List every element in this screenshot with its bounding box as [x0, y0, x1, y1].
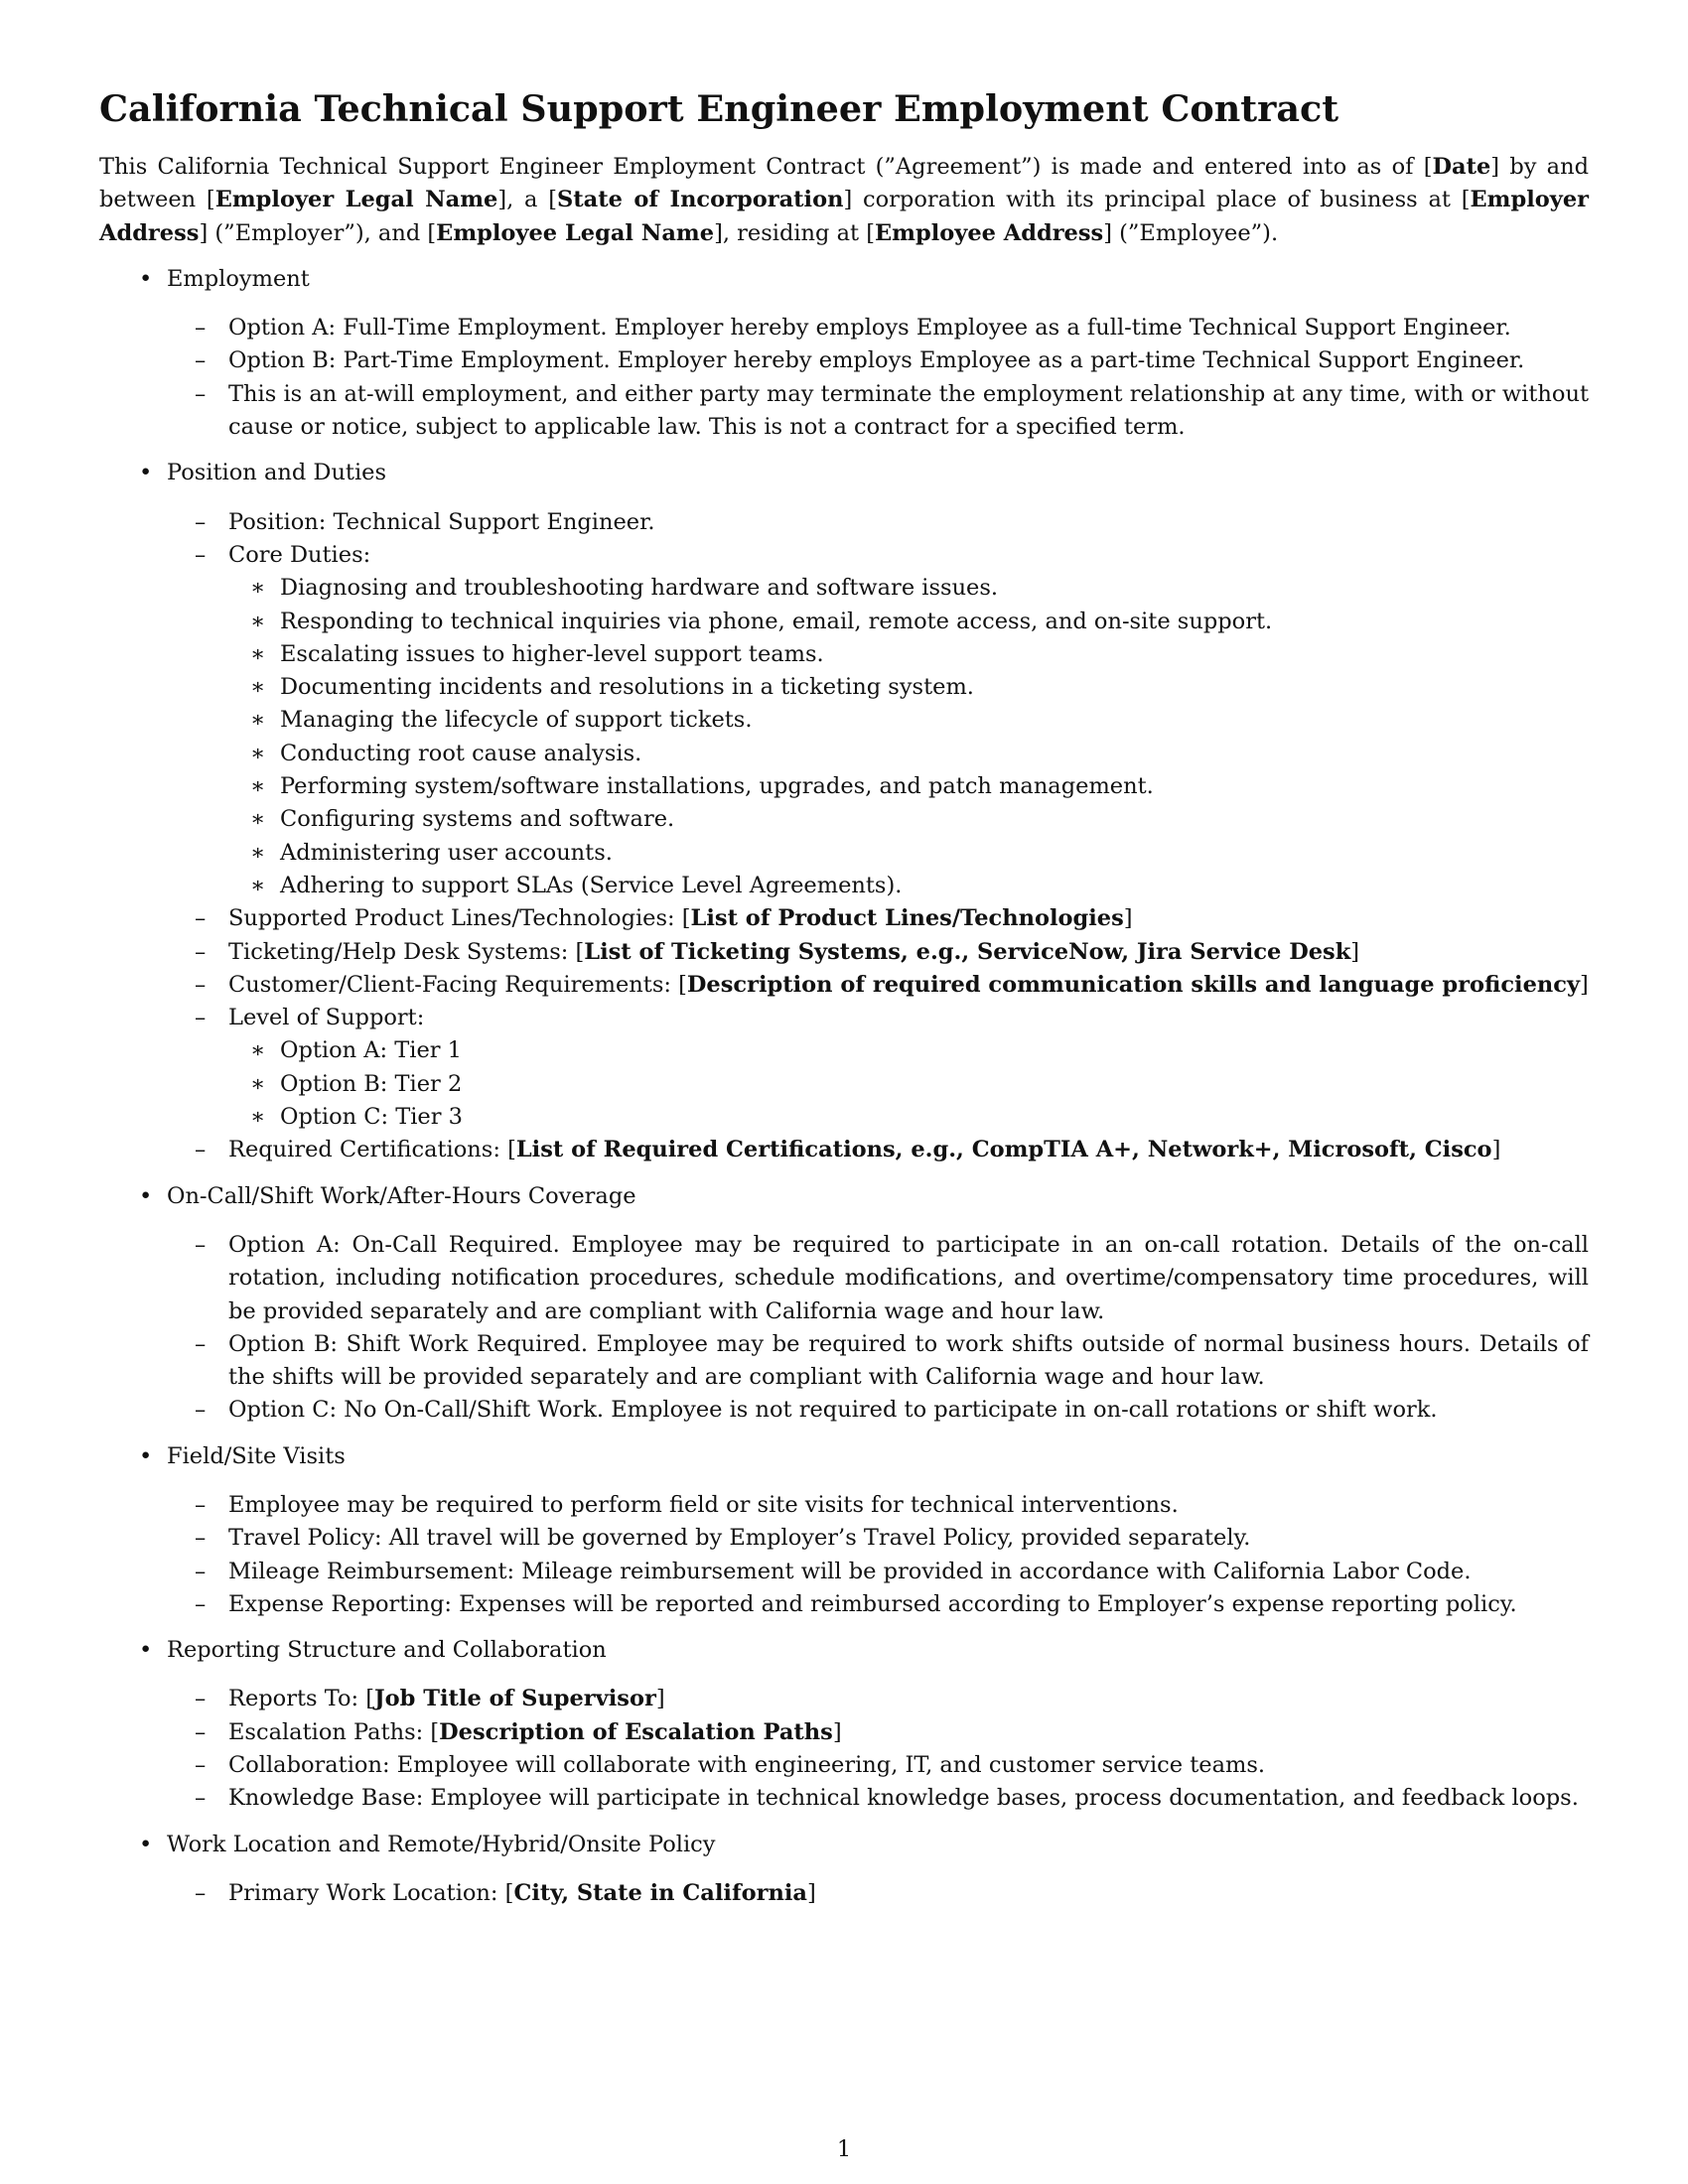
list-item: [99, 506, 1589, 539]
asterisk-icon: ∗: [250, 740, 266, 766]
list-item: [99, 1002, 1589, 1034]
bullet-icon: •: [139, 1637, 153, 1664]
dash-icon: –: [195, 905, 207, 932]
placeholder-field: List of Ticketing Systems, e.g., ServiceNow, Jira Service Desk: [584, 938, 1351, 965]
nested-list-item: [99, 671, 1589, 704]
list-item: [99, 1229, 1589, 1328]
dash-icon: –: [195, 1330, 207, 1357]
text-run: Travel Policy: All travel will be governed by Employer’s Travel Policy, provided separately.: [228, 1525, 1251, 1552]
section-2: [99, 457, 1589, 1166]
text-run: ] by and between [: [99, 154, 1589, 213]
text-run: Escalation Paths: [: [228, 1718, 440, 1745]
nested-item-text: Diagnosing and troubleshooting hardware and software issues.: [280, 575, 999, 602]
placeholder-field: Job Title of Supervisor: [374, 1686, 656, 1712]
placeholder-field: List of Product Lines/Technologies: [690, 905, 1124, 932]
nested-list-item: [99, 770, 1589, 803]
nested-item-text: Option C: Tier 3: [280, 1104, 463, 1131]
nested-item-text: Option B: Tier 2: [280, 1070, 463, 1097]
text-run: ] (”Employee”).: [1103, 219, 1279, 246]
asterisk-icon: ∗: [250, 773, 266, 800]
text-run: Customer/Client-Facing Requirements: [: [228, 971, 687, 998]
text-run: ]: [1123, 905, 1133, 932]
nested-list-item: [99, 803, 1589, 836]
placeholder-field: Date: [1432, 154, 1491, 180]
page-number: 1: [836, 2136, 852, 2162]
list-item: [99, 1134, 1589, 1166]
dash-icon: –: [195, 1686, 207, 1712]
dash-icon: –: [195, 1005, 207, 1031]
dash-icon: –: [195, 1752, 207, 1779]
nested-item-text: Adhering to support SLAs (Service Level Agreements).: [280, 872, 903, 898]
list-item: [99, 1683, 1589, 1715]
bullet-icon: •: [139, 1831, 153, 1857]
asterisk-icon: ∗: [250, 839, 266, 866]
list-item: [99, 936, 1589, 969]
nested-list-item: [99, 638, 1589, 671]
placeholder-field: State of Incorporation: [557, 187, 844, 213]
list-item: [99, 1489, 1589, 1522]
text-run: Option A: Full-Time Employment. Employer hereby employs Employee as a full-time Technical Support Engineer.: [228, 315, 1511, 341]
nested-list-item: [99, 704, 1589, 737]
placeholder-field: Description of Escalation Paths: [439, 1718, 833, 1745]
nested-list-item: [99, 870, 1589, 902]
text-run: Collaboration: Employee will collaborate with engineering, IT, and customer service teams.: [228, 1752, 1266, 1779]
section-title: On-Call/Shift Work/After-Hours Coverage: [167, 1182, 636, 1209]
asterisk-icon: ∗: [250, 674, 266, 701]
dash-icon: –: [195, 347, 207, 374]
subitem-list: [99, 1877, 1589, 1910]
text-run: ] corporation with its principal place of business at [: [843, 187, 1471, 213]
section-3: [99, 1180, 1589, 1428]
subitem-list: [99, 506, 1589, 1167]
nested-item-text: Configuring systems and software.: [280, 806, 675, 833]
list-item: [99, 344, 1589, 377]
list-item: [99, 1877, 1589, 1910]
nested-item-text: Escalating issues to higher-level support teams.: [280, 640, 824, 667]
placeholder-field: Employee Legal Name: [436, 219, 715, 246]
list-item: [99, 969, 1589, 1002]
placeholder-field: Employer Legal Name: [214, 187, 498, 213]
document-title: California Technical Support Engineer Employment Contract: [99, 87, 1339, 130]
asterisk-icon: ∗: [250, 608, 266, 634]
list-item: [99, 1328, 1589, 1395]
dash-icon: –: [195, 1590, 207, 1617]
text-run: Reports To: [: [228, 1686, 375, 1712]
placeholder-field: List of Required Certifications, e.g., CompTIA A+, Network+, Microsoft, Cisco: [515, 1137, 1492, 1163]
placeholder-field: Employee Address: [875, 219, 1104, 246]
placeholder-field: City, State in California: [513, 1879, 807, 1906]
subitem-list: [99, 1683, 1589, 1815]
section-5: [99, 1634, 1589, 1815]
section-heading: [99, 263, 1589, 296]
dash-icon: –: [195, 1718, 207, 1745]
nested-list-item: [99, 837, 1589, 870]
text-run: Expense Reporting: Expenses will be reported and reimbursed according to Employer’s expense reporting policy.: [228, 1590, 1517, 1617]
list-item: [99, 1556, 1589, 1588]
text-run: ]: [1491, 1137, 1501, 1163]
section-heading: [99, 1829, 1589, 1861]
text-run: This California Technical Support Engineer Employment Contract (”Agreement”) is made and entered into as of: [99, 154, 1424, 180]
dash-icon: –: [195, 1397, 207, 1424]
text-run: ]: [806, 1879, 816, 1906]
dash-icon: –: [195, 380, 207, 407]
text-run: ], a [: [497, 187, 558, 213]
asterisk-icon: ∗: [250, 707, 266, 734]
section-heading: [99, 1440, 1589, 1473]
text-run: Knowledge Base: Employee will participate in technical knowledge bases, process documentation, and feedback loops.: [228, 1785, 1579, 1812]
text-run: Mileage Reimbursement: Mileage reimbursement will be provided in accordance with California Labor Code.: [228, 1558, 1472, 1584]
dash-icon: –: [195, 971, 207, 998]
nested-item-text: Performing system/software installations, upgrades, and patch management.: [280, 773, 1154, 800]
asterisk-icon: ∗: [250, 806, 266, 833]
asterisk-icon: ∗: [250, 1104, 266, 1131]
section-title: Position and Duties: [167, 460, 387, 486]
dash-icon: –: [195, 1491, 207, 1518]
bullet-icon: •: [139, 460, 153, 486]
text-run: Option A: On-Call Required. Employee may be required to participate in an on-call rotation. Details of the on-call rotation, including notification procedures, schedule modifications, and overtime/compensatory time procedures, will be provided separately and are compliant with California wage and hour law.: [228, 1231, 1589, 1324]
nested-list-item: [99, 606, 1589, 638]
text-run: Position: Technical Support Engineer.: [228, 508, 655, 535]
asterisk-icon: ∗: [250, 1037, 266, 1064]
nested-list-item: [99, 738, 1589, 770]
nested-list-item: [99, 572, 1589, 605]
text-run: Supported Product Lines/Technologies: [: [228, 905, 691, 932]
bullet-icon: •: [139, 1182, 153, 1209]
nested-list-item: [99, 1034, 1589, 1067]
text-run: ] (”Employer”), and [: [199, 219, 437, 246]
dash-icon: –: [195, 508, 207, 535]
text-run: ]: [1350, 938, 1360, 965]
text-run: Level of Support:: [228, 1005, 425, 1031]
text-run: ]: [832, 1718, 842, 1745]
section-title: Field/Site Visits: [167, 1442, 346, 1469]
text-run: [: [1423, 154, 1433, 180]
text-run: ], residing at [: [714, 219, 875, 246]
dash-icon: –: [195, 1137, 207, 1163]
section-title: Work Location and Remote/Hybrid/Onsite Policy: [167, 1831, 716, 1857]
list-item: [99, 1716, 1589, 1749]
placeholder-field: Description of required communication skills and language proficiency: [686, 971, 1581, 998]
section-heading: [99, 1180, 1589, 1213]
section-list: [99, 263, 1589, 1910]
section-heading: [99, 1634, 1589, 1667]
list-item: [99, 1394, 1589, 1427]
list-item: [99, 1522, 1589, 1555]
dash-icon: –: [195, 1558, 207, 1584]
subitem-list: [99, 312, 1589, 444]
document-page: [99, 87, 1589, 1910]
dash-icon: –: [195, 1879, 207, 1906]
nested-item-text: Administering user accounts.: [280, 839, 613, 866]
list-item: [99, 902, 1589, 935]
text-run: Ticketing/Help Desk Systems: [: [228, 938, 585, 965]
dash-icon: –: [195, 1525, 207, 1552]
dash-icon: –: [195, 938, 207, 965]
list-item: [99, 312, 1589, 344]
dash-icon: –: [195, 1785, 207, 1812]
intro-paragraph: [99, 151, 1589, 250]
section-heading: [99, 457, 1589, 489]
text-run: Employee may be required to perform field or site visits for technical interventions.: [228, 1491, 1179, 1518]
nested-item-text: Responding to technical inquiries via phone, email, remote access, and on-site support.: [280, 608, 1273, 634]
list-item: [99, 1588, 1589, 1621]
asterisk-icon: ∗: [250, 640, 266, 667]
nested-list-item: [99, 1068, 1589, 1101]
asterisk-icon: ∗: [250, 1070, 266, 1097]
section-title: Employment: [167, 265, 310, 292]
list-item: [99, 539, 1589, 572]
dash-icon: –: [195, 1231, 207, 1258]
dash-icon: –: [195, 315, 207, 341]
subitem-list: [99, 1489, 1589, 1621]
bullet-icon: •: [139, 1442, 153, 1469]
text-run: Option C: No On-Call/Shift Work. Employee is not required to participate in on-call rotations or shift work.: [228, 1397, 1438, 1424]
text-run: Option B: Shift Work Required. Employee may be required to work shifts outside of normal business hours. Details of the shifts will be provided separately and are compliant with California wage and hour law.: [228, 1330, 1589, 1391]
text-run: ]: [655, 1686, 665, 1712]
section-1: [99, 263, 1589, 444]
nested-item-text: Documenting incidents and resolutions in a ticketing system.: [280, 674, 974, 701]
section-4: [99, 1440, 1589, 1621]
text-run: Option B: Part-Time Employment. Employer hereby employs Employee as a part-time Technical Support Engineer.: [228, 347, 1525, 374]
section-6: [99, 1829, 1589, 1911]
nested-item-text: Conducting root cause analysis.: [280, 740, 642, 766]
text-run: Core Duties:: [228, 541, 371, 568]
dash-icon: –: [195, 541, 207, 568]
asterisk-icon: ∗: [250, 575, 266, 602]
text-run: Primary Work Location: [: [228, 1879, 514, 1906]
placeholder-field: Employer Address: [99, 187, 1589, 246]
nested-item-text: Option A: Tier 1: [280, 1037, 462, 1064]
text-run: This is an at-will employment, and either party may terminate the employment relationship at any time, with or without cause or notice, subject to applicable law. This is not a contract for a specified term.: [228, 380, 1589, 441]
text-run: Required Certifications: [: [228, 1137, 516, 1163]
nested-item-text: Managing the lifecycle of support tickets.: [280, 707, 753, 734]
list-item: [99, 1749, 1589, 1782]
section-title: Reporting Structure and Collaboration: [167, 1637, 607, 1664]
text-run: ]: [1580, 971, 1589, 998]
asterisk-icon: ∗: [250, 872, 266, 898]
list-item: [99, 378, 1589, 445]
subitem-list: [99, 1229, 1589, 1428]
list-item: [99, 1782, 1589, 1815]
nested-list-item: [99, 1101, 1589, 1134]
bullet-icon: •: [139, 265, 153, 292]
